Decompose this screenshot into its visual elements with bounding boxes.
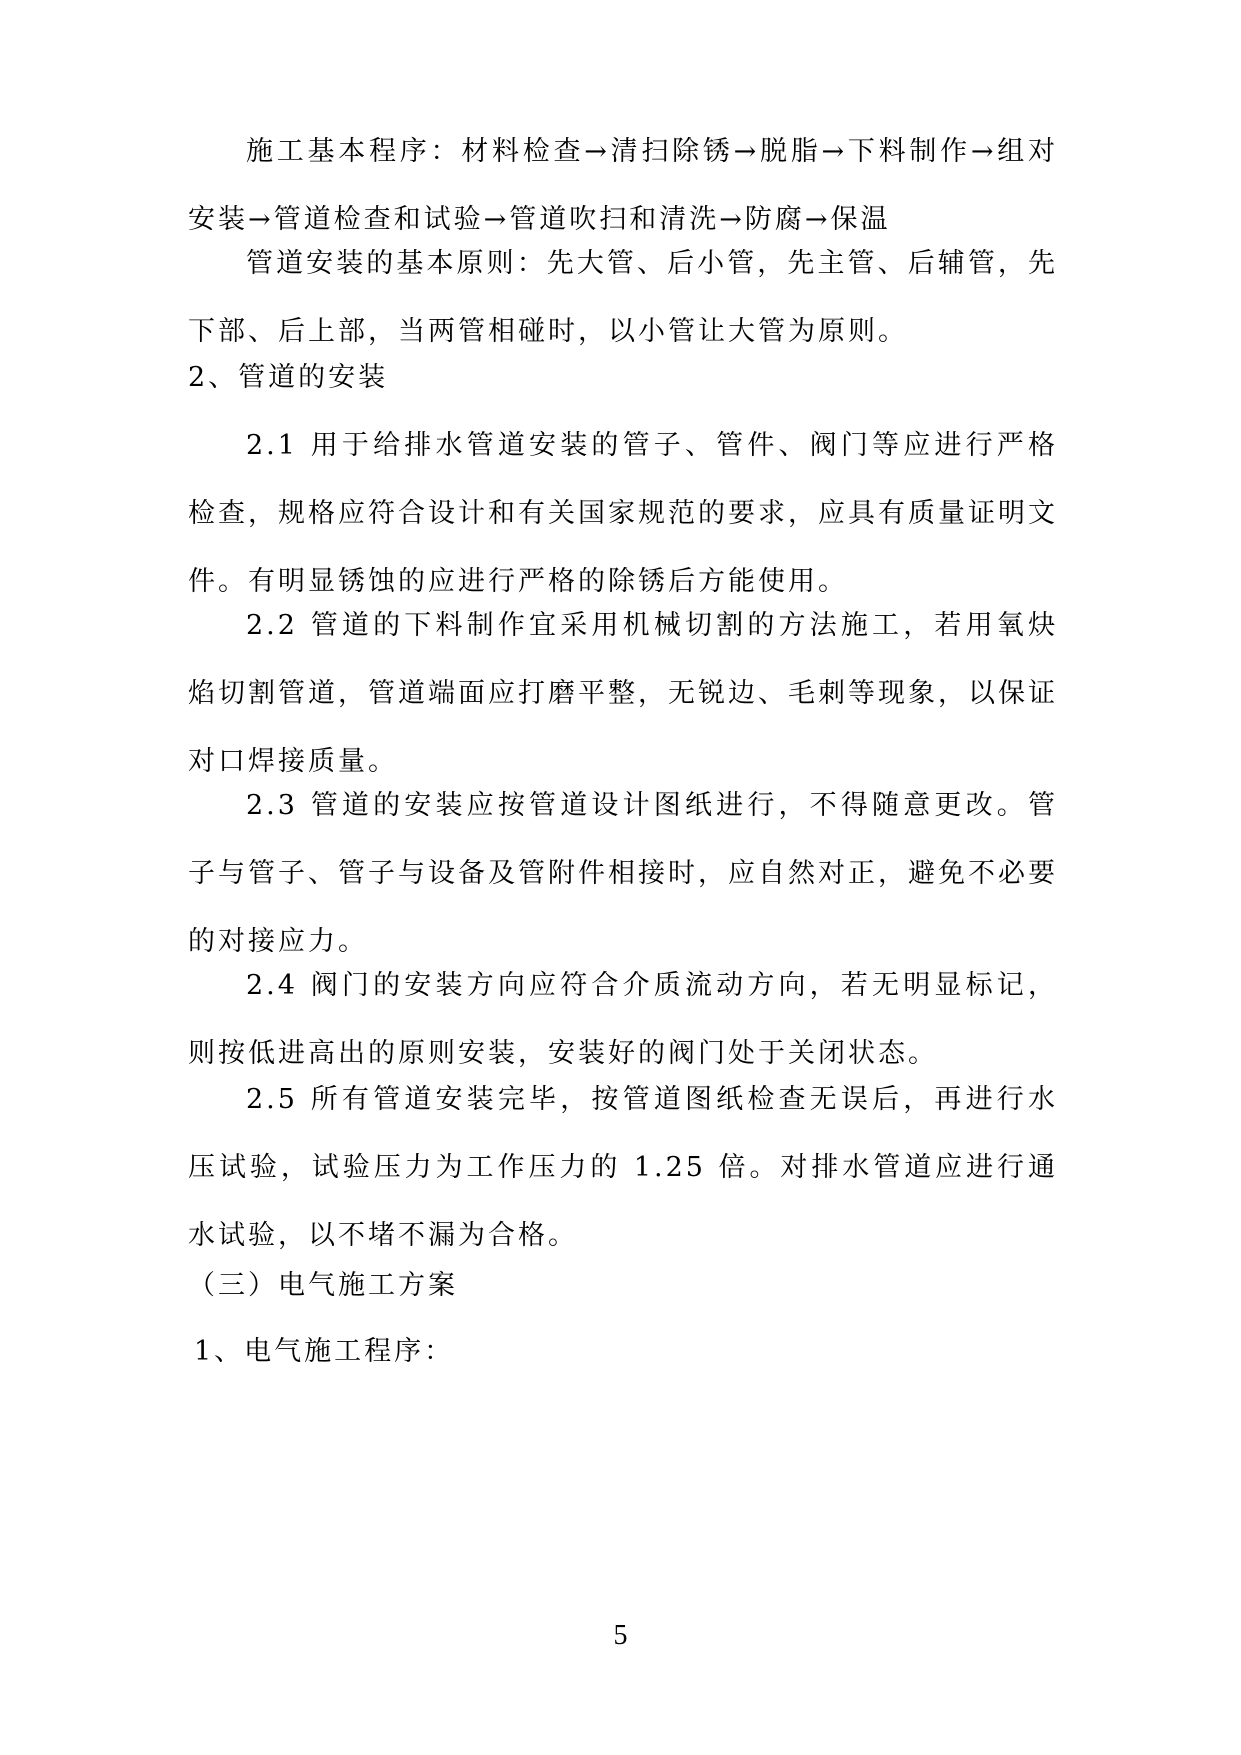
- paragraph-2-3: 2.3 管道的安装应按管道设计图纸进行，不得随意更改。管子与管子、管子与设备及管附件相接时，应自然对正，避免不必要的对接应力。: [188, 790, 1058, 957]
- paragraph-2-4: 2.4 阀门的安装方向应符合介质流动方向，若无明显标记，则按低进高出的原则安装，安装好的阀门处于关闭状态。: [188, 970, 1058, 1069]
- paragraph-construction-procedure: 施工基本程序：材料检查→清扫除锈→脱脂→下料制作→组对安装→管道检查和试验→管道吹扫和清洗→防腐→保温: [188, 136, 1058, 235]
- subsection-heading-electrical-procedure: 1、电气施工程序：: [194, 1336, 455, 1367]
- paragraph-installation-principles: 管道安装的基本原则：先大管、后小管，先主管、后辅管，先下部、后上部，当两管相碰时，以小管让大管为原则。: [188, 248, 1058, 347]
- section-heading-pipe-installation: 2、管道的安装: [188, 362, 389, 393]
- paragraph-2-2: 2.2 管道的下料制作宜采用机械切割的方法施工，若用氧炔焰切割管道，管道端面应打磨平整，无锐边、毛刺等现象，以保证对口焊接质量。: [188, 610, 1058, 777]
- section-heading-electrical-plan: （三）电气施工方案: [188, 1270, 458, 1301]
- page-number: 5: [613, 1620, 628, 1651]
- paragraph-2-1: 2.1 用于给排水管道安装的管子、管件、阀门等应进行严格检查，规格应符合设计和有关国家规范的要求，应具有质量证明文件。有明显锈蚀的应进行严格的除锈后方能使用。: [188, 430, 1058, 597]
- paragraph-2-5: 2.5 所有管道安装完毕，按管道图纸检查无误后，再进行水压试验，试验压力为工作压力的 1.25 倍。对排水管道应进行通水试验，以不堵不漏为合格。: [188, 1084, 1058, 1251]
